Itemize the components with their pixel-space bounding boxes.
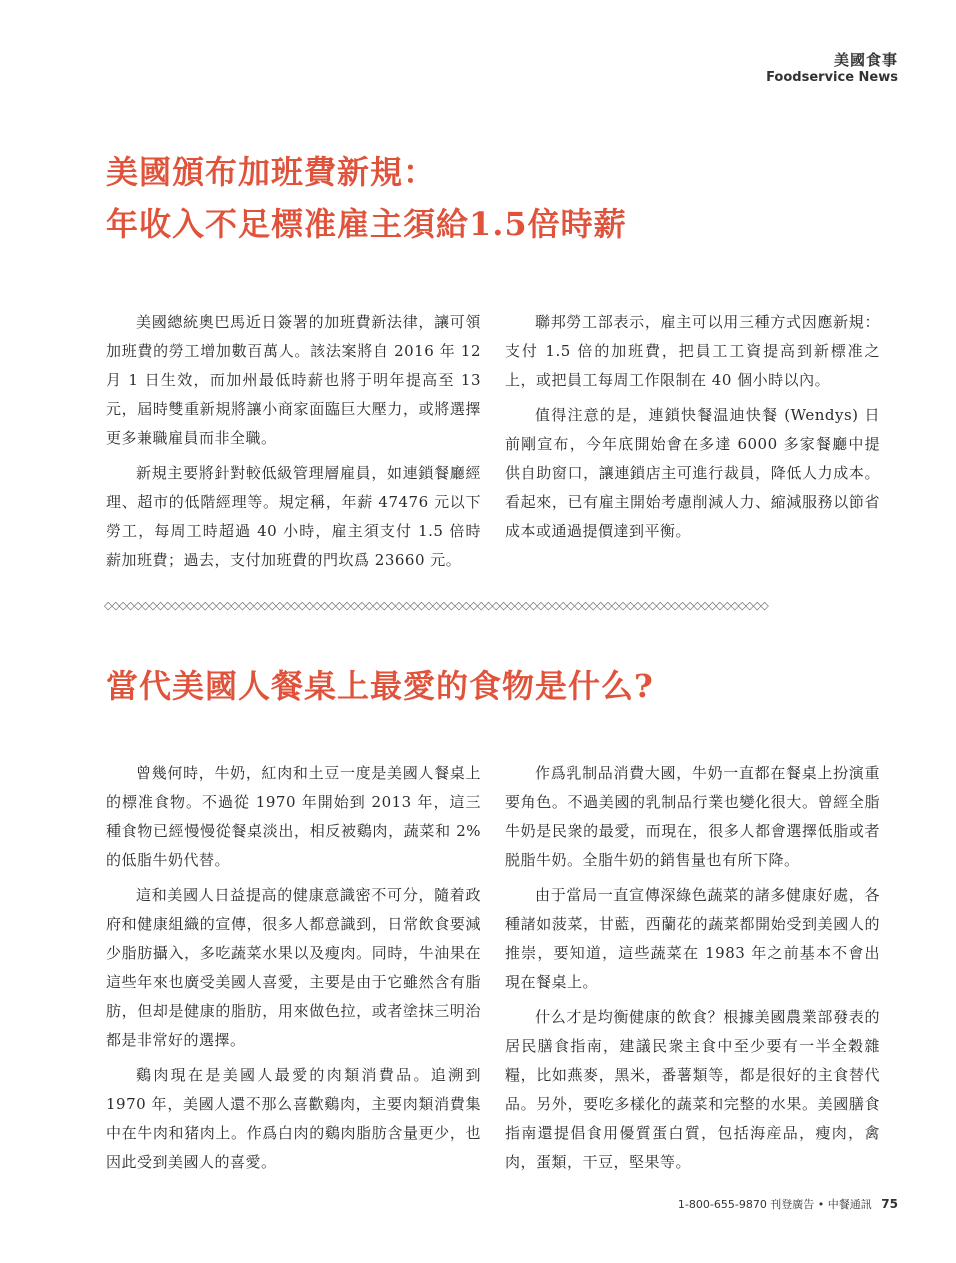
footer-contact: 1-800-655-9870 刊登廣告 • 中餐通訊 [677,1198,872,1211]
section-title-zh: 美國食事 [833,51,898,69]
article1-column-right [505,308,880,552]
article2-column-right [505,759,880,1183]
article1-paragraph: 值得注意的是，連鎖快餐温迪快餐 (Wendys) 日前剛宣布，今年底開始會在多達 6000 多家餐廳中提供自助窗口，讓連鎖店主可進行裁員，降低人力成本。看起來，已有雇主開始考慮削減人力、縮減服務以節省成本或通過提價達到平衡。 [505,406,880,540]
article1-column-left [106,308,481,581]
article1-title [106,146,627,250]
page-footer [678,1196,898,1212]
section-header [766,50,898,86]
article2-paragraph: 什么才是均衡健康的飲食？根據美國農業部發表的居民膳食指南，建議民衆主食中至少要有一半全穀雜糧，比如燕麥，黑米，番薯類等，都是很好的主食替代品。另外，要吃多樣化的蔬菜和完整的水果。美國膳食指南還提倡食用優質蛋白質，包括海産品，瘦肉，禽肉，蛋類，干豆，堅果等。 [505,1008,880,1171]
article2-paragraph: 曾幾何時，牛奶，紅肉和土豆一度是美國人餐桌上的標准食物。不過從 1970 年開始到 2013 年，這三種食物已經慢慢從餐桌淡出，相反被鷄肉，蔬菜和 2% 的低脂牛奶代替。 [106,764,481,869]
article1-paragraph: 美國總統奧巴馬近日簽署的加班費新法律，讓可領加班費的勞工增加數百萬人。該法案將自 2016 年 12 月 1 日生效，而加州最低時薪也將于明年提高至 13 元，屆時雙重新規將讓小商家面臨巨大壓力，或將選擇更多兼職雇員而非全職。 [106,313,481,447]
article2-paragraph: 鷄肉現在是美國人最愛的肉類消費品。追溯到 1970 年，美國人還不那么喜歡鷄肉，主要肉類消費集中在牛肉和猪肉上。作爲白肉的鷄肉脂肪含量更少，也因此受到美國人的喜愛。 [106,1066,481,1171]
article2-paragraph: 由于當局一直宣傳深綠色蔬菜的諸多健康好處，各種諸如菠菜，甘藍，西蘭花的蔬菜都開始受到美國人的推崇，要知道，這些蔬菜在 1983 年之前基本不會出現在餐桌上。 [505,886,880,991]
article1-title-line2: 年收入不足標准雇主須給1.5倍時薪 [106,205,627,243]
article1-paragraph: 聯邦勞工部表示，雇主可以用三種方式因應新規：支付 1.5 倍的加班費，把員工工資提高到新標准之上，或把員工每周工作限制在 40 個小時以內。 [505,313,880,389]
section-title-en: Foodservice News [766,70,898,85]
article2-paragraph: 這和美國人日益提高的健康意識密不可分，隨着政府和健康組織的宣傳，很多人都意識到，日常飲食要減少脂肪攝入，多吃蔬菜水果以及瘦肉。同時，牛油果在這些年來也廣受美國人喜愛，主要是由于它雖然含有脂肪，但却是健康的脂肪，用來做色拉，或者塗抹三明治都是非常好的選擇。 [106,886,481,1049]
article1-title-line1: 美國頒布加班費新規： [106,153,437,191]
diamond-divider: ◇◇◇◇◇◇◇◇◇◇◇◇◇◇◇◇◇◇◇◇◇◇◇◇◇◇◇◇◇◇◇◇◇◇◇◇◇◇◇◇◇◇◇◇◇◇◇◇◇◇◇◇◇◇◇◇◇◇◇◇◇◇◇◇◇◇◇◇◇◇◇◇◇◇◇◇◇◇◇◇◇◇◇◇◇◇◇◇◇ [104,599,768,612]
article1-paragraph: 新規主要將針對較低級管理層雇員，如連鎖餐廳經理、超市的低階經理等。規定稱，年薪 47476 元以下勞工，每周工時超過 40 小時，雇主須支付 1.5 倍時薪加班費；過去，支付加班費的門坎爲 23660 元。 [106,464,481,569]
article2-column-left [106,759,481,1183]
page-number: 75 [881,1197,898,1211]
article2-paragraph: 作爲乳制品消費大國，牛奶一直都在餐桌上扮演重要角色。不過美國的乳制品行業也變化很大。曾經全脂牛奶是民衆的最愛，而現在，很多人都會選擇低脂或者脱脂牛奶。全脂牛奶的銷售量也有所下降。 [505,764,880,869]
article2-title: 當代美國人餐桌上最愛的食物是什么? [106,667,654,705]
